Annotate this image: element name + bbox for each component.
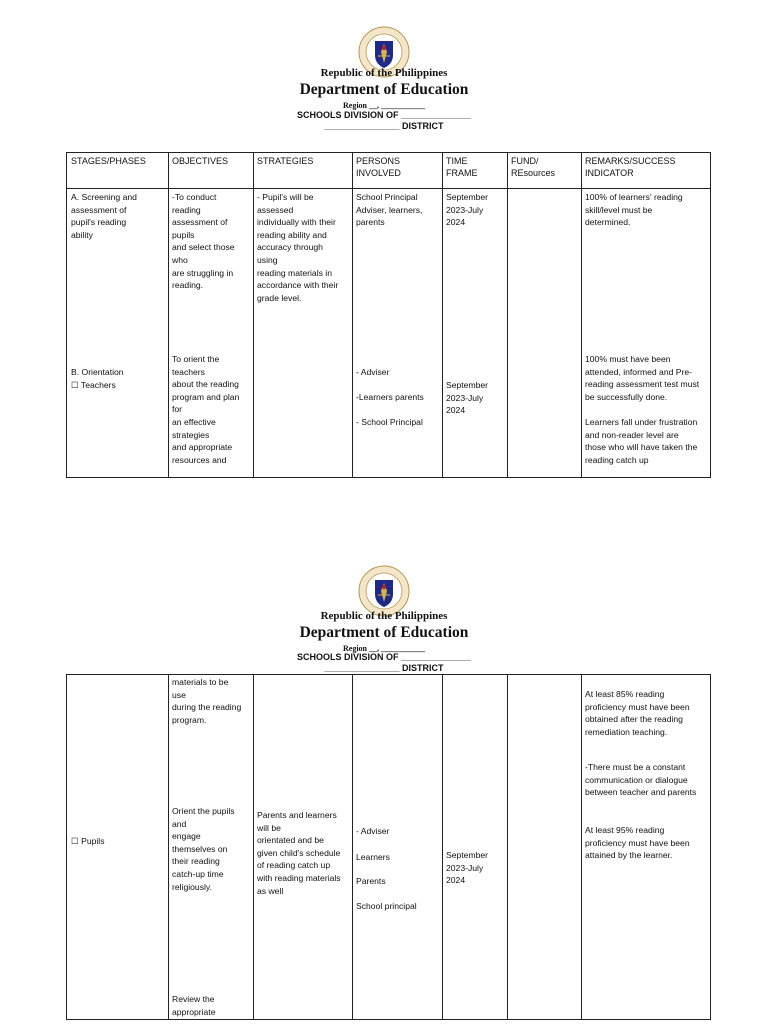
stage-pupils: ☐ Pupils (71, 836, 105, 846)
remarks-orientation-2: Learners fall under frustration and non-reader level are those who will have taken the reading catch up (585, 417, 698, 465)
persons-pupils-1: - Adviser (356, 826, 390, 836)
remarks-pupils-2: -There must be a constant communication or dialogue between teacher and parents (585, 762, 697, 798)
remarks-pupils-3: At least 95% reading proficiency must have been attained by the learner. (585, 825, 690, 861)
header-fund: FUND/ REsources (511, 156, 556, 178)
remarks-orientation-1: 100% must have been attended, informed and Pre- reading assessment test must be successfully done. (585, 354, 700, 402)
objective-screening: -To conduct reading assessment of pupils and select those who are struggling in reading. (172, 192, 235, 291)
time-orientation: September 2023-July 2024 (446, 380, 489, 416)
persons-screening: School Principal Adviser, learners, parents (356, 192, 423, 228)
header-stages: STAGES/PHASES (71, 156, 146, 166)
division-line: SCHOOLS DIVISION OF ______________ (296, 652, 472, 662)
division-line: SCHOOLS DIVISION OF ______________ (296, 110, 472, 120)
header-remarks: REMARKS/SUCCESS INDICATOR (585, 156, 676, 178)
stage-screening: A. Screening and assessment of pupil's reading ability (71, 192, 137, 240)
header-objectives: OBJECTIVES (172, 156, 229, 166)
remarks-screening: 100% of learners' reading skill/level must be determined. (585, 192, 683, 228)
objective-materials: materials to be use during the reading program. (172, 677, 242, 725)
stage-orientation-teachers: ☐ Teachers (71, 380, 116, 390)
deped-title: Department of Education (299, 624, 469, 641)
strategy-screening: - Pupil's will be assessed individually with their reading ability and accuracy through using reading materials in accordance with their grade level. (257, 192, 339, 303)
persons-pupils-3: Parents (356, 876, 386, 886)
stage-orientation: B. Orientation (71, 367, 124, 377)
header-persons: PERSONS INVOLVED (356, 156, 401, 178)
plan-table-page-2 (66, 674, 711, 1020)
persons-orientation-2: -Learners parents (356, 392, 424, 402)
persons-orientation-1: - Adviser (356, 367, 390, 377)
objective-review: Review the appropriate (172, 994, 216, 1017)
objective-orientation: To orient the teachers about the reading program and plan for an effective strategies and appropriate resources and (172, 354, 240, 465)
republic-line: Republic of the Philippines (320, 610, 448, 622)
time-screening: September 2023-July 2024 (446, 192, 489, 228)
strategy-pupils: Parents and learners will be orientated and be given child's schedule of reading catch up with reading materials as well (257, 810, 341, 896)
deped-title: Department of Education (299, 81, 469, 98)
region-line: Region __, ___________ (343, 101, 425, 110)
objective-pupils: Orient the pupils and engage themselves on their reading catch-up time religiously. (172, 806, 235, 892)
persons-orientation-3: - School Principal (356, 417, 423, 427)
district-line: _______________ DISTRICT (324, 663, 444, 673)
document-page-1 (0, 0, 768, 500)
region-line: Region __, ___________ (343, 644, 425, 653)
time-pupils: September 2023-July 2024 (446, 850, 489, 886)
district-line: _______________ DISTRICT (324, 121, 444, 131)
header-time-frame: TIME FRAME (446, 156, 478, 178)
persons-pupils-2: Learners (356, 852, 390, 862)
header-strategies: STRATEGIES (257, 156, 314, 166)
republic-line: Republic of the Philippines (320, 67, 448, 79)
remarks-pupils-1: At least 85% reading proficiency must have been obtained after the reading remediation teaching. (585, 689, 690, 737)
document-page-2 (0, 545, 768, 1024)
plan-table-page-1 (66, 152, 711, 478)
persons-pupils-4: School principal (356, 901, 417, 911)
